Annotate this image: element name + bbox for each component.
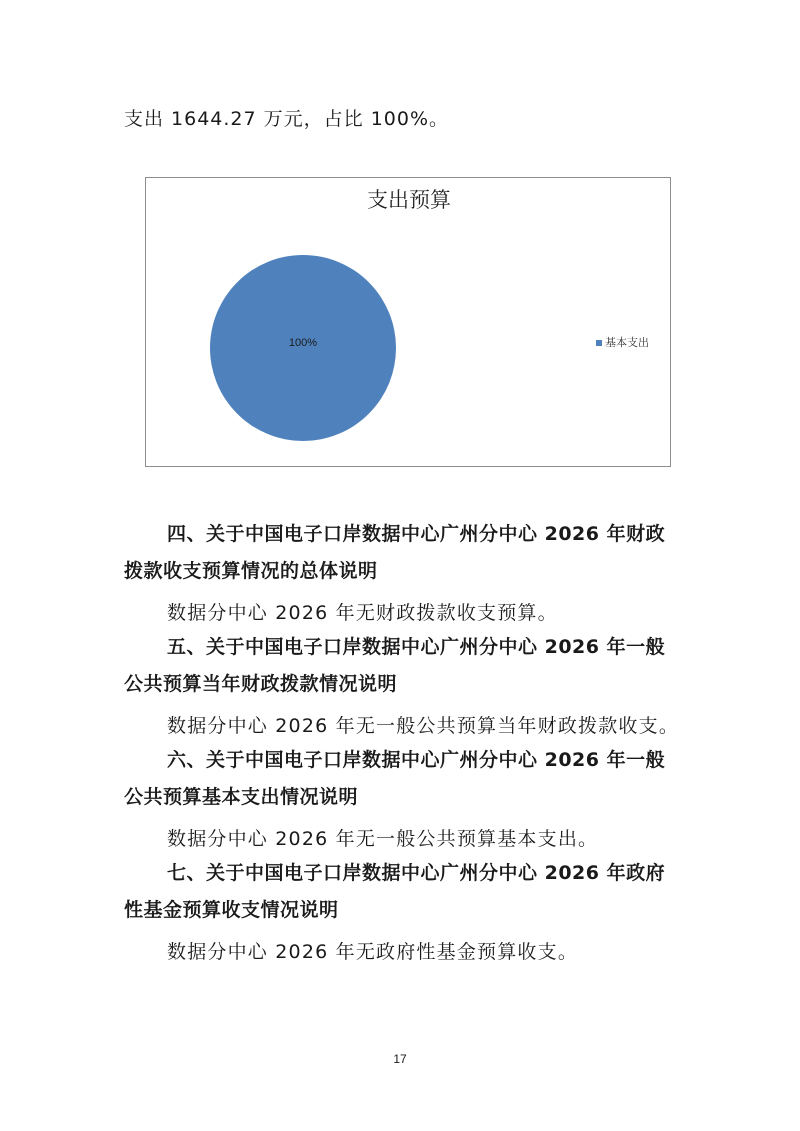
pie-data-labels	[289, 337, 317, 349]
pie-chart-svg	[146, 178, 672, 468]
section-6-body: 数据分中心 2026 年无一般公共预算基本支出。	[167, 828, 599, 850]
intro-paragraph: 支出 1644.27 万元，占比 100%。	[124, 108, 450, 130]
section-4-body: 数据分中心 2026 年无财政拨款收支预算。	[167, 602, 558, 624]
legend-label: 基本支出	[605, 336, 649, 349]
section-7-heading: 七、关于中国电子口岸数据中心广州分中心 2026 年政府性基金预算收支情况说明	[124, 862, 666, 921]
section-4-heading: 四、关于中国电子口岸数据中心广州分中心 2026 年财政拨款收支预算情况的总体说明	[124, 523, 666, 582]
legend-swatch	[596, 340, 602, 346]
section-5-heading: 五、关于中国电子口岸数据中心广州分中心 2026 年一般公共预算当年财政拨款情况说明	[124, 636, 666, 695]
section-7-body: 数据分中心 2026 年无政府性基金预算收支。	[167, 941, 579, 963]
section-6-heading: 六、关于中国电子口岸数据中心广州分中心 2026 年一般公共预算基本支出情况说明	[124, 749, 666, 808]
page-number: 17	[393, 1052, 407, 1066]
section-5-body: 数据分中心 2026 年无一般公共预算当年财政拨款收支。	[167, 715, 680, 737]
pie-data-label: 100%	[288, 337, 318, 349]
chart-legend	[596, 335, 649, 349]
pie-chart	[145, 177, 671, 467]
chart-title: 支出预算	[367, 188, 451, 212]
